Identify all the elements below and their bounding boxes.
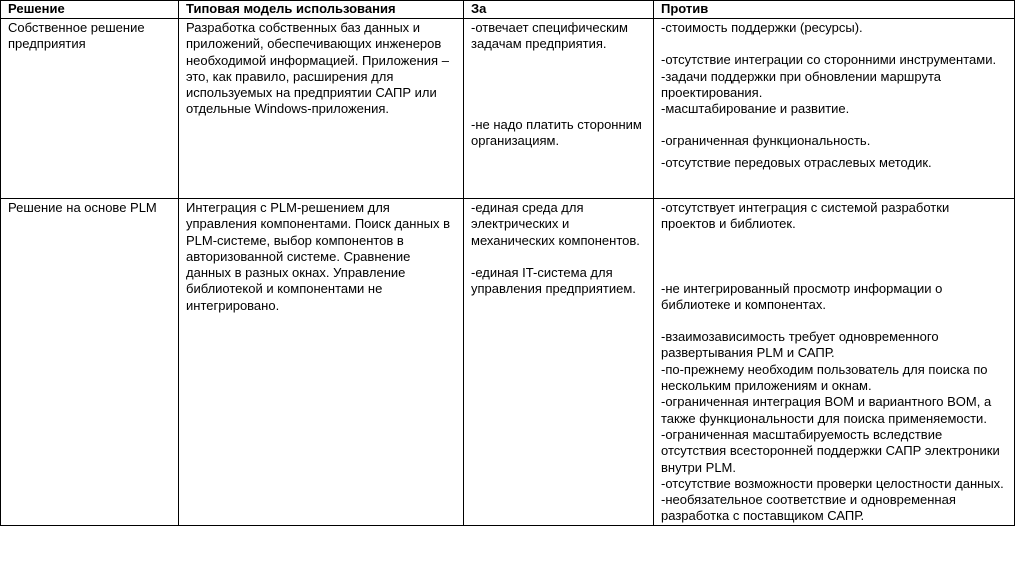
header-pros: За [464,1,654,19]
con-item: -масштабирование и развитие. [661,101,850,117]
solution-cell [1,19,179,199]
con-item: -по-прежнему необходим пользователь для поиска по нескольким приложениям и окнам. [661,361,988,394]
pro-item: -единая IT-система для управления предприятием. [471,264,636,297]
pros-cell [464,19,654,199]
con-item: -ограниченная функциональность. [661,133,871,149]
cell-text: Разработка собственных баз данных и приложений, обеспечивающих инженеров необходимой информацией. Приложения – это, как правило, расширения для используемых на предприятии САПР или отдельные Windows-приложения. [186,20,449,117]
con-item: -отсутствует интеграция с системой разработки проектов и библиотек. [661,200,950,232]
pro-item: -отвечает специфическим задачам предприятия. [471,20,628,52]
table-row [1,19,1015,199]
con-item: -стоимость поддержки (ресурсы). [661,20,863,35]
pro-item: -единая среда для электрических и механических компонентов. [471,200,640,248]
con-item: -необязательное соответствие и одновременная разработка с поставщиком САПР. [661,492,956,524]
con-item: -ограниченная интеграция BOM и вариантного BOM, а также функциональности для поиска применяемости. [661,394,992,426]
cell-text: Интеграция с PLM-решением для управления компонентами. Поиск данных в PLM-системе, выбор компонентов в авторизованной системе. Сравнение данных в разных окнах. Управление библиотекой и компонентами не интегрировано. [186,200,451,313]
solution-cell [1,199,179,526]
header-cons: Против [654,1,1015,19]
con-item: -ограниченная масштабируемость вследствие отсутствия всесторонней поддержки САПР электроники внутри PLM. [661,426,1000,475]
header-row [1,1,1015,19]
con-item: -задачи поддержки при обновлении маршрута проектирования. [661,68,941,100]
con-item: -отсутствие интеграции со сторонними инструментами. [661,52,997,68]
header-model: Типовая модель использования [179,1,464,19]
model-cell [179,19,464,199]
header-solution: Решение [1,1,179,19]
con-item: -отсутствие передовых отраслевых методик. [661,154,932,170]
con-item: -отсутствие возможности проверки целостности данных. [661,475,1004,491]
table-row [1,199,1015,526]
cell-text: Собственное решение предприятия [8,20,145,52]
con-item: -не интегрированный просмотр информации о библиотеке и компонентах. [661,280,943,312]
pros-cell [464,199,654,526]
model-cell [179,199,464,526]
cons-cell [654,199,1015,526]
con-item: -взаимозависимость требует одновременного развертывания PLM и САПР. [661,329,939,361]
cell-text: Решение на основе PLM [8,200,157,215]
pro-item: -не надо платить сторонним организациям. [471,116,642,148]
cons-cell [654,19,1015,199]
